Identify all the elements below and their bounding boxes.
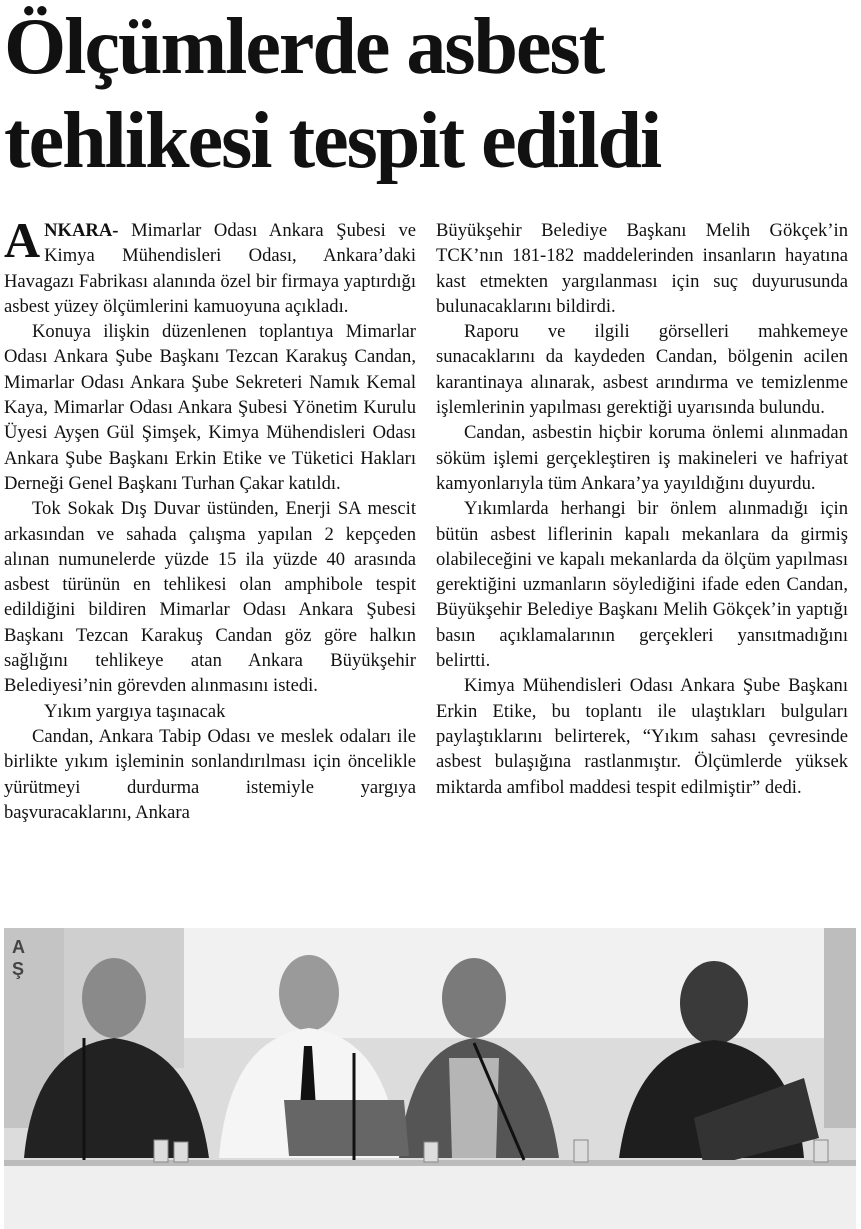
- body-paragraph: Candan, asbestin hiçbir koruma önlemi alınmadan söküm işlemi gerçekleştiren iş makineleri ve hafriyat kamyonlarıyla tüm Ankara’ya yayıldığını duyurdu.: [436, 422, 848, 494]
- dropcap: A: [4, 212, 41, 268]
- headline: [4, 0, 856, 188]
- lead-text: Mimarlar Odası Ankara Şubesi ve Kimya Mühendisleri Odası, Ankara’daki Havagazı Fabrikası alanında özel bir firmaya yaptırdığı asbest yüzey ölçümlerini kamuoyuna açıkladı.: [4, 220, 417, 317]
- press-conference-photo: [4, 928, 856, 1229]
- article-column-right: [436, 218, 848, 800]
- body-paragraph: Raporu ve ilgili görselleri mahkemeye sunacaklarını da kaydeden Candan, bölgenin acilen karantinaya alınarak, asbest arındırma ve temizlenme işlemlerinin yapılması gerektiği uyarısında bulundu.: [436, 321, 848, 419]
- subheading: Yıkım yargıya taşınacak: [44, 700, 226, 722]
- headline-line-2: tehlikesi tespit edildi: [4, 97, 661, 185]
- lead-paragraph: [4, 212, 417, 319]
- body-paragraph: Konuya ilişkin düzenlenen toplantıya Mimarlar Odası Ankara Şube Başkanı Tezcan Karakuş Candan, Mimarlar Odası Ankara Şube Sekreteri Namık Kemal Kaya, Mimarlar Odası Ankara Şubesi Yönetim Kurulu Üyesi Ayşen Gül Şimşek, Kimya Mühendisleri Odası Ankara Şube Başkanı Erkin Etike ve Tüketici Hakları Derneği Genel Başkanı Turhan Çakar katıldı.: [4, 321, 416, 494]
- article-column-left: [4, 212, 417, 825]
- headline-line-1: Ölçümlerde asbest: [4, 3, 604, 91]
- body-paragraph: Büyükşehir Belediye Başkanı Melih Gökçek’in TCK’nın 181-182 maddelerinden insanların hayatına kast etmekten yargılanması için suç duyurusunda bulunacaklarını bildirdi.: [436, 220, 848, 317]
- dateline: NKARA-: [44, 220, 119, 241]
- body-paragraph: Yıkımlarda herhangi bir önlem alınmadığı için bütün asbest liflerinin kapalı mekanlara da girmiş olabileceğini ve kapalı mekanlarda da ölçüm yapılması gerektiğini uzmanların söylediğini ifade eden Candan, Büyükşehir Belediye Başkanı Melih Gökçek’in yaptığı basın açıklamalarının gerçekleri yansıtmadığını belirtti.: [436, 498, 848, 672]
- body-paragraph: Kimya Mühendisleri Odası Ankara Şube Başkanı Erkin Etike, bu toplantı ile ulaştıkları bulguları paylaştıklarını belirterek, “Yıkım sahası çevresinde asbest bulaşığına rastlanmıştır. Ölçümlerde yüksek miktarda amfibol maddesi tespit edilmiştir” dedi.: [436, 675, 848, 798]
- photo-background-lettering: A Ş: [12, 937, 25, 979]
- photo-illustration: [4, 928, 856, 1229]
- body-paragraph: Candan, Ankara Tabip Odası ve meslek odaları ile birlikte yıkım işleminin sonlandırılması için öncelikle yürütmeyi durdurma istemiyle yargıya başvuracaklarını, Ankara: [4, 725, 416, 823]
- body-paragraph: Tok Sokak Dış Duvar üstünden, Enerji SA mescit arkasından ve sahada çalışma yapılan 2 kepçeden alınan numunelerde yüzde 15 ila yüzde 40 arasında asbest türünün en tehlikesi olan amphibole tespit edildiğini bildiren Mimarlar Odası Ankara Şubesi Başkanı Tezcan Karakuş Candan göz göre halkın sağlığını tehlikeye atan Ankara Büyükşehir Belediyesi’nin görevden alınmasını istedi.: [4, 498, 416, 697]
